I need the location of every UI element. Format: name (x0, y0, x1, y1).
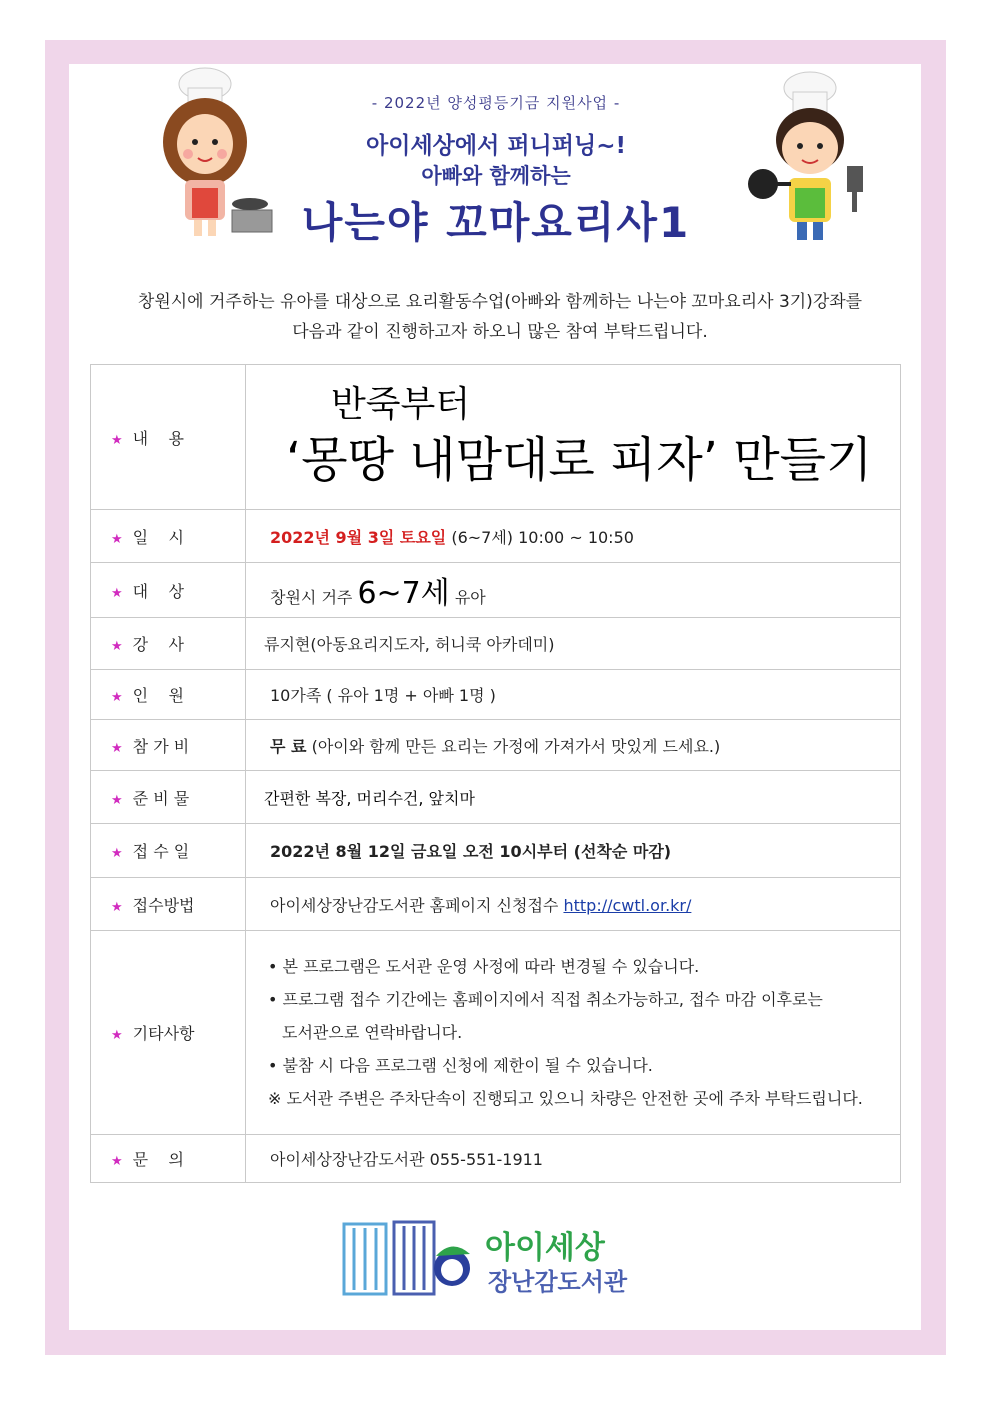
target-post: 유아 (449, 588, 486, 607)
label-date: 일 시 (132, 527, 184, 547)
homepage-link[interactable]: http://cwtl.or.kr/ (563, 895, 692, 915)
logo-text-line2: 장난감도서관 (488, 1268, 628, 1296)
row-content (91, 365, 901, 510)
label-prep: 준 비 물 (132, 788, 190, 808)
etc-bullet-3: • 불참 시 다음 프로그램 신청에 제한이 될 수 있습니다. (268, 1056, 653, 1075)
star-icon: ★ (111, 639, 123, 654)
etc-note: ※ 도서관 주변은 주차단속이 진행되고 있으니 차량은 안전한 곳에 주차 부탁드립니다. (268, 1089, 863, 1108)
fee-rest: (아이와 함께 만든 요리는 가정에 가져가서 맛있게 드세요.) (306, 736, 721, 756)
info-table (90, 364, 901, 1183)
date-highlight: 2022년 9월 3일 토요일 (270, 527, 447, 547)
label-content: 내 용 (132, 428, 184, 448)
etc-bullet-2a: • 프로그램 접수 기간에는 홈페이지에서 직접 취소가능하고, 접수 마감 이후로는 (268, 990, 823, 1009)
date-rest: (6~7세) 10:00 ~ 10:50 (446, 527, 634, 547)
people-value: 10가족 ( 유아 1명 + 아빠 1명 ) (246, 670, 901, 720)
star-icon: ★ (111, 432, 123, 448)
row-etc (91, 931, 901, 1135)
row-method (91, 878, 901, 931)
label-teacher: 강 사 (132, 635, 184, 654)
label-method: 접수방법 (132, 895, 195, 915)
star-icon: ★ (111, 690, 123, 705)
star-icon: ★ (111, 899, 123, 915)
page-title: 나는야 꼬마요리사1 (301, 198, 691, 247)
row-fee (91, 720, 901, 771)
star-icon: ★ (111, 585, 123, 601)
intro-line1: 창원시에 거주하는 유아를 대상으로 요리활동수업(아빠와 함께하는 나는야 꼬마요리사 3기)강좌를 (137, 292, 863, 312)
label-contact: 문 의 (132, 1150, 184, 1169)
content-line2: ‘몽땅 내맘대로 피자’ 만들기 (286, 432, 873, 488)
star-icon: ★ (111, 531, 123, 547)
star-icon: ★ (111, 846, 123, 861)
row-date (91, 510, 901, 563)
label-fee: 참 가 비 (132, 736, 190, 756)
row-target (91, 563, 901, 618)
intro-line2: 다음과 같이 진행하고자 하오니 많은 참여 부탁드립니다. (292, 322, 708, 342)
star-icon: ★ (111, 740, 123, 756)
teacher-value: 류지현(아동요리지도자, 허니쿡 아카데미) (246, 618, 901, 670)
header-subtitle: - 2022년 양성평등기금 지원사업 - (371, 94, 621, 112)
header-line1: 아이세상에서 퍼니퍼닝~! (366, 133, 626, 159)
contact-value: 아이세상장난감도서관 055-551-1911 (246, 1135, 901, 1183)
content-line1: 반죽부터 (331, 384, 471, 425)
label-regdate: 접 수 일 (132, 842, 190, 861)
fee-strong: 무 료 (270, 736, 307, 756)
row-contact (91, 1135, 901, 1183)
target-age: 6~7세 (357, 576, 450, 611)
label-etc: 기타사항 (132, 1024, 195, 1043)
row-regdate (91, 824, 901, 878)
row-teacher (91, 618, 901, 670)
target-pre: 창원시 거주 (270, 588, 358, 607)
star-icon: ★ (111, 1028, 123, 1043)
regdate-value: 2022년 8월 12일 금요일 오전 10시부터 (선착순 마감) (246, 824, 901, 878)
star-icon: ★ (111, 792, 123, 808)
label-people: 인 원 (132, 686, 184, 705)
header-line2: 아빠와 함께하는 (421, 164, 571, 188)
row-people (91, 670, 901, 720)
method-text: 아이세상장난감도서관 홈페이지 신청접수 (270, 895, 564, 915)
prep-value: 간편한 복장, 머리수건, 앞치마 (246, 771, 901, 824)
row-prep (91, 771, 901, 824)
etc-bullet-1: • 본 프로그램은 도서관 운영 사정에 따라 변경될 수 있습니다. (268, 957, 700, 976)
etc-bullet-2b: 도서관으로 연락바랍니다. (282, 1023, 463, 1042)
label-target: 대 상 (132, 581, 184, 601)
star-icon: ★ (111, 1154, 123, 1169)
logo-text-line1: 아이세상 (485, 1230, 605, 1266)
